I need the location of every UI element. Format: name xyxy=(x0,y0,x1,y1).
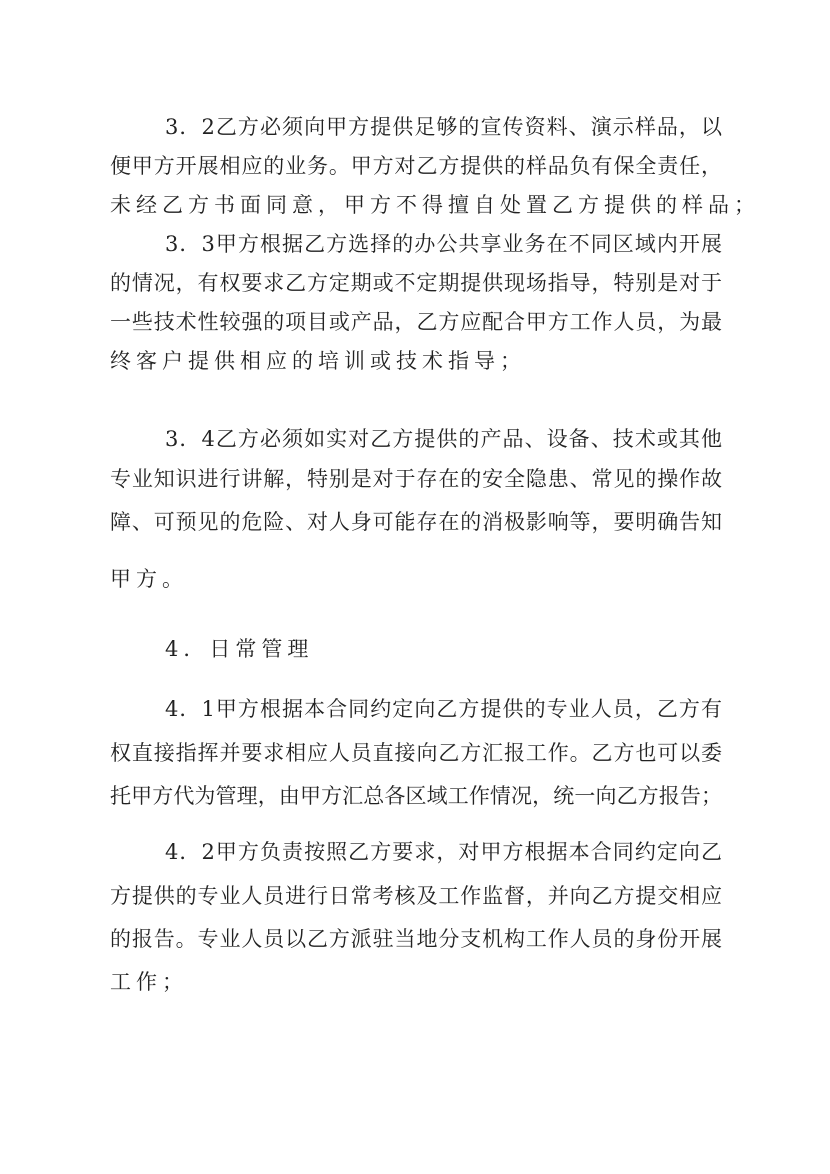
text-line: 托甲方代为管理，由甲方汇总各区域工作情况，统一向乙方报告； xyxy=(110,784,722,808)
text-line: 的情况，有权要求乙方定期或不定期提供现场指导，特别是对于 xyxy=(110,271,722,295)
text-line: 终客户提供相应的培训或技术指导； xyxy=(110,349,526,373)
text-line: 的报告。专业人员以乙方派驻当地分支机构工作人员的身份开展 xyxy=(110,927,722,951)
text-line: 专业知识进行讲解，特别是对于存在的安全隐患、常见的操作故 xyxy=(110,467,722,491)
text-line: 4．1甲方根据本合同约定向乙方提供的专业人员，乙方有 xyxy=(165,697,722,721)
text-line: 工作； xyxy=(110,970,188,994)
text-line: 3．2乙方必须向甲方提供足够的宣传资料、演示样品，以 xyxy=(165,115,722,139)
text-line: 甲方。 xyxy=(110,567,188,591)
text-line: 障、可预见的危险、对人身可能存在的消极影响等，要明确告知 xyxy=(110,510,722,534)
text-line: 一些技术性较强的项目或产品，乙方应配合甲方工作人员，为最 xyxy=(110,310,722,334)
text-line: 便甲方开展相应的业务。甲方对乙方提供的样品负有保全责任， xyxy=(110,154,722,178)
text-line: 权直接指挥并要求相应人员直接向乙方汇报工作。乙方也可以委 xyxy=(110,741,722,765)
text-line: 4．2甲方负责按照乙方要求，对甲方根据本合同约定向乙 xyxy=(165,840,722,864)
text-line: 未经乙方书面同意，甲方不得擅自处置乙方提供的样品； xyxy=(110,193,760,217)
text-line: 4．日常管理 xyxy=(165,637,314,661)
text-line: 3．3甲方根据乙方选择的办公共享业务在不同区域内开展 xyxy=(165,232,722,256)
text-line: 方提供的专业人员进行日常考核及工作监督，并向乙方提交相应 xyxy=(110,884,722,908)
text-line: 3．4乙方必须如实对乙方提供的产品、设备、技术或其他 xyxy=(165,427,722,451)
